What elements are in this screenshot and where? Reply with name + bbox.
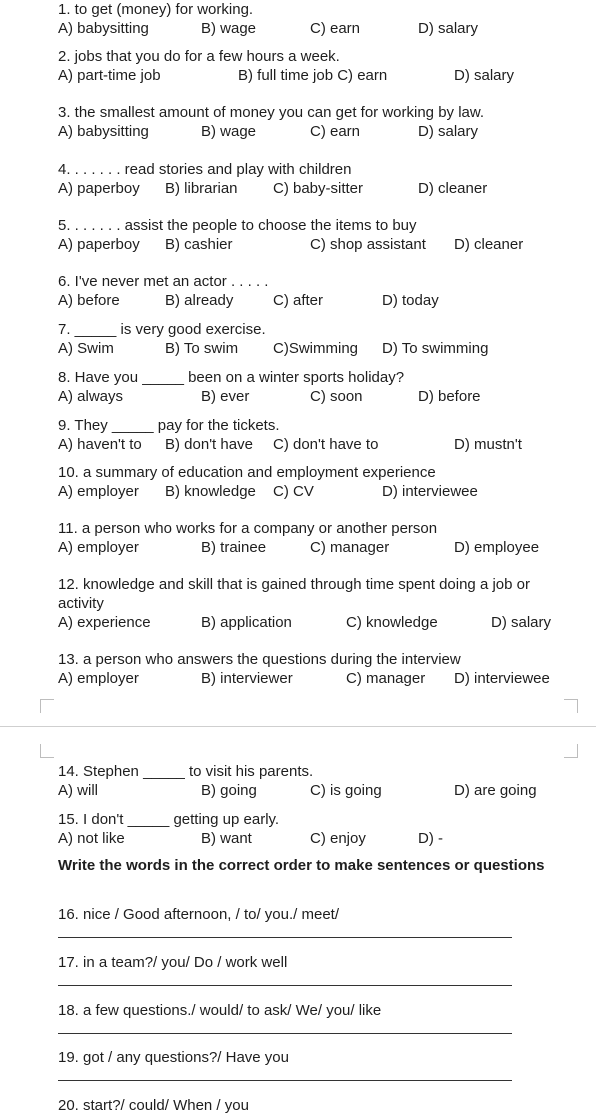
question-8	[58, 368, 481, 406]
option-c: C) shop assistant	[310, 236, 426, 253]
question-stem: 14. Stephen _____ to visit his parents.	[58, 763, 314, 780]
option-a: A) babysitting	[58, 123, 149, 140]
options-row	[58, 482, 478, 501]
options-row	[58, 122, 484, 141]
question-stem: 9. They _____ pay for the tickets.	[58, 417, 280, 434]
question-stem: 10. a summary of education and employment experience	[58, 464, 436, 481]
options-row	[58, 291, 439, 310]
question-stem: 15. I don't _____ getting up early.	[58, 811, 280, 828]
option-d: D) interviewee	[382, 483, 478, 500]
option-d: D) today	[382, 292, 439, 309]
question-11	[58, 519, 540, 557]
question-2	[58, 47, 515, 85]
option-d: D) salary	[454, 67, 515, 84]
option-d: D) are going	[454, 782, 537, 799]
question-14	[58, 762, 537, 800]
section-heading: Write the words in the correct order to make sentences or questions	[58, 857, 545, 874]
question-10	[58, 463, 478, 501]
question-15	[58, 810, 443, 848]
answer-line[interactable]	[58, 937, 512, 938]
option-a: A) babysitting	[58, 20, 149, 37]
answer-line[interactable]	[58, 985, 512, 986]
option-a: A) paperboy	[58, 236, 140, 253]
option-a: A) always	[58, 388, 124, 405]
ordering-item-19: 19. got / any questions?/ Have you	[58, 1049, 289, 1066]
option-c: C) knowledge	[346, 614, 438, 631]
answer-line[interactable]	[58, 1033, 512, 1034]
crop-mark-icon	[564, 699, 578, 713]
option-b: B) full time job C) earn	[238, 67, 388, 84]
option-b: B) knowledge	[165, 483, 256, 500]
option-d: D) interviewee	[454, 670, 550, 687]
options-row	[58, 339, 489, 358]
option-b: B) ever	[201, 388, 250, 405]
option-a: A) employer	[58, 670, 139, 687]
question-5	[58, 216, 524, 254]
question-stem: 2. jobs that you do for a few hours a week.	[58, 48, 340, 65]
ordering-item-18: 18. a few questions./ would/ to ask/ We/ you/ like	[58, 1002, 382, 1019]
question-1	[58, 0, 479, 38]
option-d: D) mustn't	[454, 436, 522, 453]
option-c: C) CV	[273, 483, 314, 500]
option-b: B) don't have	[165, 436, 253, 453]
option-d: D) -	[418, 830, 443, 847]
option-c: C) soon	[310, 388, 363, 405]
options-row	[58, 829, 443, 848]
option-c: C) is going	[310, 782, 382, 799]
crop-mark-icon	[564, 744, 578, 758]
option-d: D) salary	[418, 20, 479, 37]
ordering-item-20: 20. start?/ could/ When / you	[58, 1097, 249, 1114]
question-3	[58, 103, 484, 141]
question-9	[58, 416, 522, 454]
option-c: C) manager	[346, 670, 426, 687]
ordering-item-16: 16. nice / Good afternoon, / to/ you./ meet/	[58, 906, 340, 923]
question-12	[58, 575, 558, 632]
options-row	[58, 179, 488, 198]
option-a: A) employer	[58, 483, 139, 500]
question-stem: 6. I've never met an actor . . . . .	[58, 273, 269, 290]
question-7	[58, 320, 489, 358]
question-stem: 3. the smallest amount of money you can get for working by law.	[58, 104, 485, 121]
option-b: B) trainee	[201, 539, 267, 556]
option-a: A) Swim	[58, 340, 114, 357]
options-row	[58, 613, 558, 632]
question-6	[58, 272, 439, 310]
option-c: C)Swimming	[273, 340, 359, 357]
option-b: B) cashier	[165, 236, 233, 253]
options-row	[58, 435, 522, 454]
question-stem: 11. a person who works for a company or another person	[58, 520, 438, 537]
options-row	[58, 781, 537, 800]
options-row	[58, 538, 540, 557]
option-c: C) don't have to	[273, 436, 379, 453]
option-a: A) will	[58, 782, 98, 799]
options-row	[58, 669, 550, 688]
option-d: D) employee	[454, 539, 540, 556]
option-d: D) cleaner	[454, 236, 524, 253]
option-a: A) employer	[58, 539, 139, 556]
option-b: B) interviewer	[201, 670, 293, 687]
option-b: B) application	[201, 614, 292, 631]
option-c: C) earn	[310, 123, 361, 140]
option-a: A) not like	[58, 830, 125, 847]
question-stem: 12. knowledge and skill that is gained through time spent doing a job or activity	[58, 576, 530, 612]
options-row	[58, 387, 481, 406]
option-b: B) wage	[201, 123, 257, 140]
option-a: A) part-time job	[58, 67, 161, 84]
crop-mark-icon	[40, 699, 54, 713]
option-d: D) salary	[491, 614, 552, 631]
ordering-item-17: 17. in a team?/ you/ Do / work well	[58, 954, 288, 971]
option-b: B) librarian	[165, 180, 238, 197]
option-c: C) enjoy	[310, 830, 366, 847]
option-b: B) To swim	[165, 340, 239, 357]
crop-mark-icon	[40, 744, 54, 758]
option-c: C) earn	[310, 20, 361, 37]
question-13	[58, 650, 550, 688]
option-a: A) before	[58, 292, 120, 309]
question-stem: 1. to get (money) for working.	[58, 1, 254, 18]
option-d: D) cleaner	[418, 180, 488, 197]
question-stem: 4. . . . . . . read stories and play with children	[58, 161, 352, 178]
options-row	[58, 235, 524, 254]
option-c: C) manager	[310, 539, 390, 556]
question-4	[58, 160, 488, 198]
page-divider	[0, 726, 596, 727]
option-a: A) haven't to	[58, 436, 142, 453]
question-stem: 13. a person who answers the questions during the interview	[58, 651, 461, 668]
option-a: A) paperboy	[58, 180, 140, 197]
option-b: B) want	[201, 830, 252, 847]
question-stem: 7. _____ is very good exercise.	[58, 321, 266, 338]
option-b: B) already	[165, 292, 234, 309]
answer-line[interactable]	[58, 1080, 512, 1081]
option-b: B) going	[201, 782, 257, 799]
option-d: D) To swimming	[382, 340, 489, 357]
option-b: B) wage	[201, 20, 257, 37]
options-row	[58, 66, 515, 85]
options-row	[58, 19, 479, 38]
question-stem: 8. Have you _____ been on a winter sports holiday?	[58, 369, 405, 386]
option-c: C) baby-sitter	[273, 180, 364, 197]
option-c: C) after	[273, 292, 324, 309]
option-a: A) experience	[58, 614, 151, 631]
option-d: D) before	[418, 388, 481, 405]
option-d: D) salary	[418, 123, 479, 140]
question-stem: 5. . . . . . . assist the people to choose the items to buy	[58, 217, 417, 234]
